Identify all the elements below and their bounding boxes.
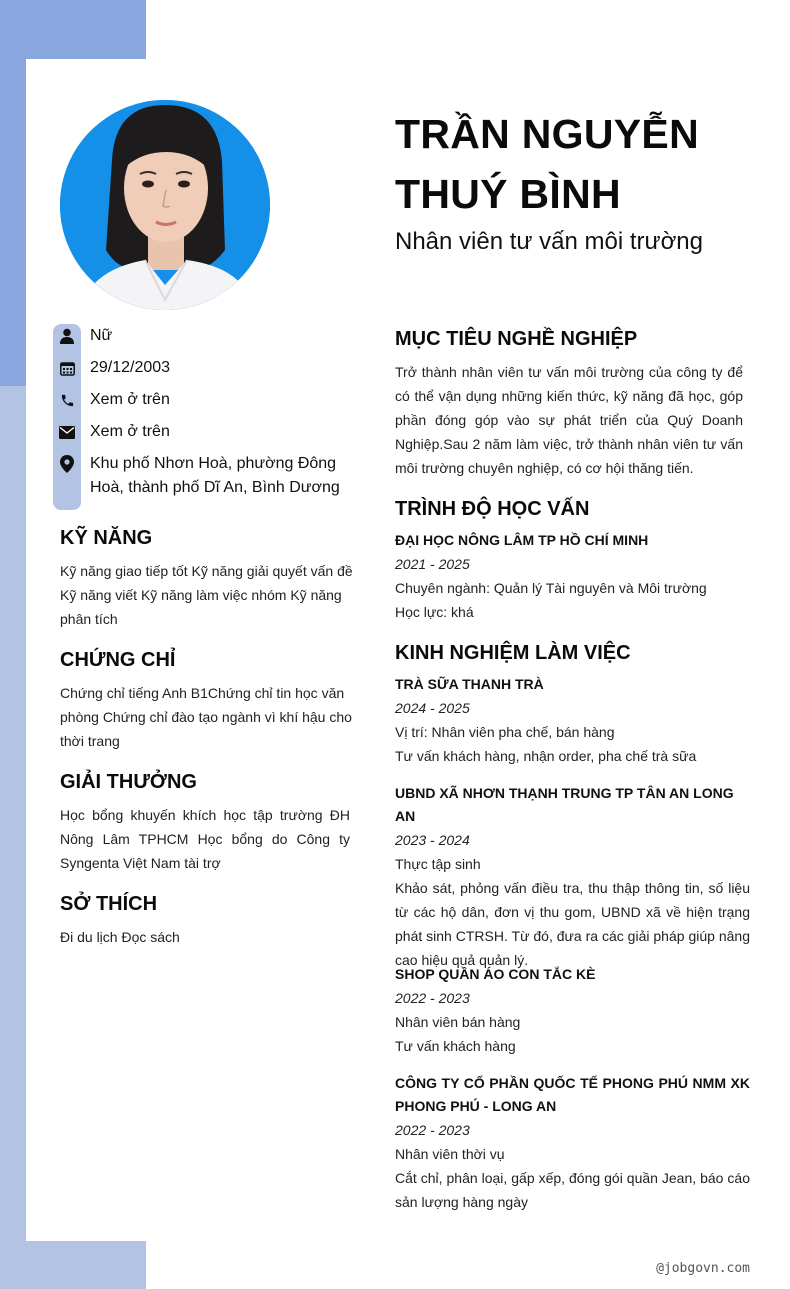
job-period: 2023 - 2024 bbox=[395, 832, 470, 848]
education-heading: TRÌNH ĐỘ HỌC VẤN bbox=[395, 498, 590, 520]
candidate-name: TRẦN NGUYỄN THUÝ BÌNH bbox=[395, 111, 699, 217]
contact-email bbox=[57, 420, 350, 444]
contact-gender bbox=[57, 324, 350, 348]
skills-heading: KỸ NĂNG bbox=[60, 527, 153, 549]
job-role: Thực tập sinh bbox=[395, 856, 481, 872]
company-name: TRÀ SỮA THANH TRÀ bbox=[395, 676, 544, 692]
contact-address bbox=[57, 452, 350, 500]
job-role: Nhân viên thời vụ bbox=[395, 1146, 505, 1162]
objective-text: Trở thành nhân viên tư vấn môi trường của công ty để có thể vận dụng những kiến thức, kỹ năng đã học, góp phần đóng góp vào sự phát triển của Quý Doanh Nghiệp.Sau 2 năm làm việc, trở thành nhân viên tư vấn môi trường chuyên nghiệp, có cơ hội thăng tiến. bbox=[395, 364, 743, 476]
user-icon bbox=[57, 324, 77, 348]
education-entry bbox=[395, 529, 750, 624]
job-period: 2022 - 2023 bbox=[395, 990, 470, 1006]
skills-text: Kỹ năng giao tiếp tốt Kỹ năng giải quyết vấn đề Kỹ năng viết Kỹ năng làm việc nhóm Kỹ năng phân tích bbox=[60, 563, 353, 627]
job-role: Nhân viên bán hàng bbox=[395, 1014, 521, 1030]
contact-birthday bbox=[57, 356, 350, 380]
objective-heading: MỤC TIÊU NGHỀ NGHIỆP bbox=[395, 328, 638, 350]
calendar-icon bbox=[57, 356, 77, 380]
awards-text: Học bổng khuyến khích học tập trường ĐH Nông Lâm TPHCM Học bổng do Công ty Syngenta Việt Nam tài trợ bbox=[60, 807, 350, 871]
mail-icon bbox=[57, 420, 77, 444]
company-name: CÔNG TY CỔ PHẦN QUỐC TẾ PHONG PHÚ NMM XK PHONG PHÚ - LONG AN bbox=[395, 1075, 750, 1114]
hobbies-text: Đi du lịch Đọc sách bbox=[60, 929, 180, 945]
job-description: Tư vấn khách hàng bbox=[395, 1038, 516, 1054]
company-name: SHOP QUẦN ÁO CON TẮC KÈ bbox=[395, 966, 596, 982]
job-description: Khảo sát, phỏng vấn điều tra, thu thập thông tin, số liệu từ các hộ dân, đơn vị thu gom, UBND xã về hiện trạng phát sinh CTRSH. Từ đó, đưa ra các giải pháp giúp nâng cao hiệu quả quản lý. bbox=[395, 880, 750, 968]
phone-icon bbox=[57, 388, 77, 412]
job-period: 2022 - 2023 bbox=[395, 1122, 470, 1138]
location-pin-icon bbox=[57, 452, 77, 476]
job-description: Cắt chỉ, phân loại, gấp xếp, đóng gói quần Jean, báo cáo sản lượng hàng ngày bbox=[395, 1170, 750, 1210]
job-role: Vị trí: Nhân viên pha chế, bán hàng bbox=[395, 724, 615, 740]
birthday-text: 29/12/2003 bbox=[90, 359, 171, 376]
experience-entry bbox=[395, 1072, 750, 1214]
address-text: Khu phố Nhơn Hoà, phường Đông Hoà, thành phố Dĩ An, Bình Dương bbox=[90, 455, 340, 496]
education-period: 2021 - 2025 bbox=[395, 556, 470, 572]
job-period: 2024 - 2025 bbox=[395, 700, 470, 716]
candidate-title: Nhân viên tư vấn môi trường bbox=[395, 228, 704, 255]
school-name: ĐẠI HỌC NÔNG LÂM TP HỒ CHÍ MINH bbox=[395, 532, 649, 548]
hobbies-heading: SỞ THÍCH bbox=[60, 893, 158, 915]
profile-photo bbox=[60, 100, 270, 310]
gender-text: Nữ bbox=[90, 327, 113, 344]
education-grade: Học lực: khá bbox=[395, 604, 474, 620]
contact-phone bbox=[57, 388, 350, 412]
experience-entry bbox=[395, 782, 750, 972]
phone-text: Xem ở trên bbox=[90, 391, 170, 408]
certificates-text: Chứng chỉ tiếng Anh B1Chứng chỉ tin học văn phòng Chứng chỉ đào tạo ngành vì khí hậu cho thời trang bbox=[60, 685, 352, 749]
email-text: Xem ở trên bbox=[90, 423, 170, 440]
education-major: Chuyên ngành: Quản lý Tài nguyên và Môi trường bbox=[395, 580, 707, 596]
footer-watermark: @jobgovn.com bbox=[656, 1261, 750, 1276]
experience-heading: KINH NGHIỆM LÀM VIỆC bbox=[395, 642, 631, 664]
company-name: UBND XÃ NHƠN THẠNH TRUNG TP TÂN AN LONG AN bbox=[395, 785, 734, 824]
certificates-heading: CHỨNG CHỈ bbox=[60, 649, 176, 671]
experience-entry bbox=[395, 673, 750, 768]
awards-heading: GIẢI THƯỞNG bbox=[60, 771, 197, 793]
job-description: Tư vấn khách hàng, nhận order, pha chế trà sữa bbox=[395, 748, 697, 764]
experience-entry bbox=[395, 963, 750, 1058]
